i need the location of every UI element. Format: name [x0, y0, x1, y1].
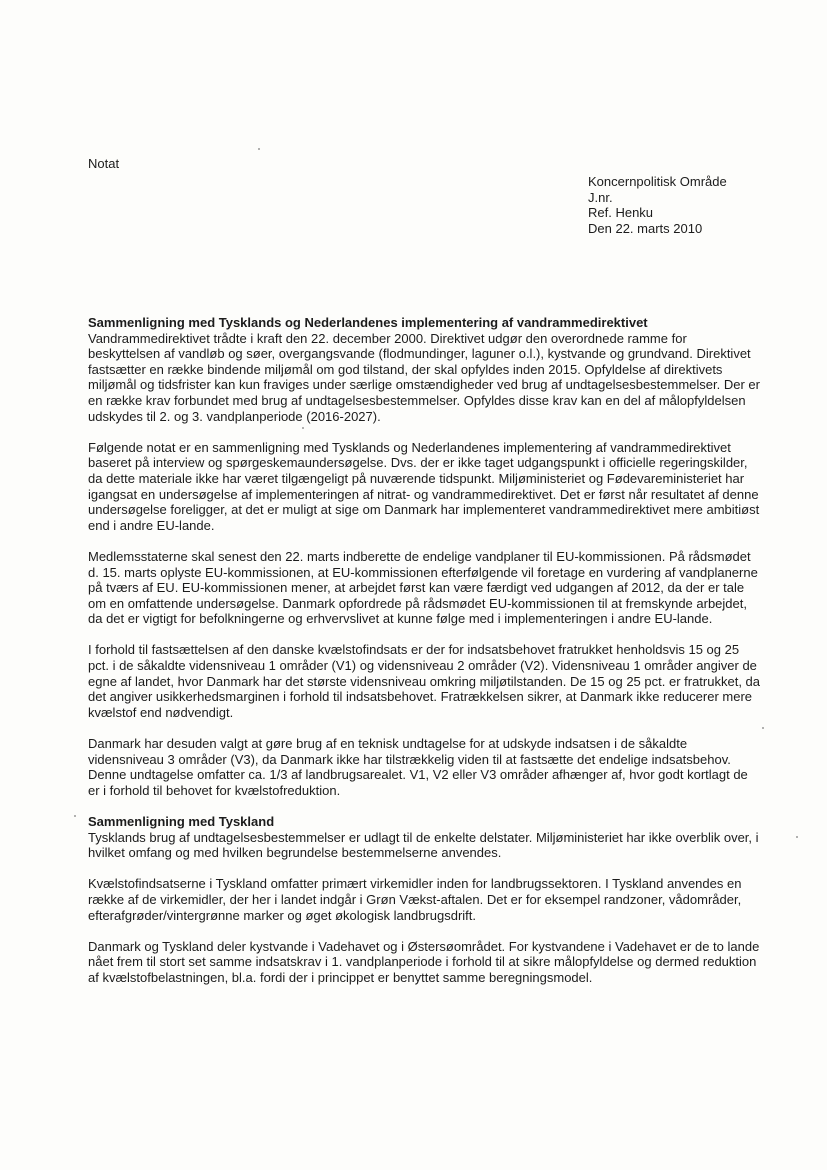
section-comparison-overview [88, 315, 760, 798]
department-name: Koncernpolitisk Område [588, 174, 727, 189]
document-meta-block [588, 174, 727, 236]
scan-speck [258, 148, 260, 150]
section-heading: Sammenligning med Tysklands og Nederlandenes implementering af vandrammedirektivet [88, 315, 648, 330]
scan-speck [762, 727, 764, 729]
reference: Ref. Henku [588, 205, 654, 220]
document-body [88, 315, 760, 1001]
section-heading: Sammenligning med Tyskland [88, 814, 275, 829]
document-date: Den 22. marts 2010 [588, 220, 703, 236]
paragraph: Vandrammedirektivet trådte i kraft den 22. december 2000. Direktivet udgør den overordnede ramme for beskyttelsen af vandløb og søer, overgangsvande (flodmundinger, laguner o.l.), kystvande og grundvand. Direktivet fastsætter en række bindende miljømål om god tilstand, der skal opfyldes inden 2015. Opfyldelse af direktivets miljømål og tidsfrister kan kun fraviges under særlige omstændigheder ved brug af undtagelsesbestemmelser. Der er en række krav forbundet med brug af undtagelsesbestemmelser. Opfyldes disse krav kan en del af målopfyldelsen udskydes til 2. og 3. vandplanperiode (2016-2027). [88, 330, 760, 424]
paragraph: Medlemsstaterne skal senest den 22. marts indberette de endelige vandplaner til EU-kommissionen. På rådsmødet d. 15. marts oplyste EU-kommissionen, at EU-kommissionen efterfølgende vil foretage en vurdering af vandplanerne på tværs af EU. EU-kommissionen mener, at arbejdet først kan være færdigt ved udgangen af 2012, da der er tale om en omfattende undersøgelse. Danmark opfordrede på rådsmødet EU-kommissionen til at fremskynde arbejdet, da det er vigtigt for befolkningerne og erhvervslivet at kunne følge med i implementeringen i andre EU-lande. [88, 548, 758, 627]
document-type-label: Notat [88, 156, 120, 171]
paragraph: Danmark og Tyskland deler kystvande i Vadehavet og i Østersøområdet. For kystvandene i Vadehavet er de to lande nået frem til stort set samme indsatskrav i 1. vandplanperiode i forhold til at sikre målopfyldelse og dermed reduktion af kvælstofbelastningen, bl.a. fordi der i princippet er benyttet samme beregningsmodel. [88, 938, 760, 985]
section-comparison-germany [88, 814, 760, 986]
scan-speck [796, 836, 798, 838]
paragraph: Danmark har desuden valgt at gøre brug af en teknisk undtagelse for at udskyde indsatsen i de såkaldte vidensniveau 3 områder (V3), da Danmark ikke har tilstrækkelig viden til at fastsætte det endelige indsatsbehov. Denne undtagelse omfatter ca. 1/3 af landbrugsarealet. V1, V2 eller V3 områder afhænger af, hvor godt kortlagt de er i forhold til behovet for kvælstofreduktion. [88, 736, 748, 798]
scan-speck [302, 427, 304, 429]
paragraph: Følgende notat er en sammenligning med Tysklands og Nederlandenes implementering af vandrammedirektivet baseret på interview og spørgeskemaundersøgelse. Dvs. der er ikke taget udgangspunkt i officielle regeringskilder, da dette materiale ikke har været tilgængeligt på nuværende tidspunkt. Miljøministeriet og Fødevareministeriet har igangsat en undersøgelse af implementeringen af nitrat- og vandrammedirektivet. Det er først når resultatet af denne undersøgelse foreligger, at det er muligt at sige om Danmark har implementeret vandrammedirektivet mere ambitiøst end i andre EU-lande. [88, 439, 760, 533]
journal-number: J.nr. [588, 189, 613, 205]
paragraph: Kvælstofindsatserne i Tyskland omfatter primært virkemidler inden for landbrugssektoren. I Tyskland anvendes en række af de virkemidler, der her i landet indgår i Grøn Vækst-aftalen. Det er for eksempel randzoner, vådområder, efterafgrøder/vintergrønne marker og øget økologisk landbrugsdrift. [88, 876, 742, 923]
scan-speck [74, 815, 76, 817]
paragraph: Tysklands brug af undtagelsesbestemmelser er udlagt til de enkelte delstater. Miljøministeriet har ikke overblik over, i hvilket omfang og med hvilken begrundelse bestemmelserne anvendes. [88, 829, 759, 861]
paragraph: I forhold til fastsættelsen af den danske kvælstofindsats er der for indsatsbehovet fratrukket henholdsvis 15 og 25 pct. i de såkaldte vidensniveau 1 områder (V1) og vidensniveau 2 områder (V2). Vidensniveau 1 områder angiver de egne af landet, hvor Danmark har det største vidensniveau omkring miljøtilstanden. De 15 og 25 pct. er fratrukket, da det angiver usikkerhedsmarginen i forhold til indsatsbehovet. Fratrækkelsen sikrer, at Danmark ikke reducerer mere kvælstof end nødvendigt. [88, 642, 761, 720]
